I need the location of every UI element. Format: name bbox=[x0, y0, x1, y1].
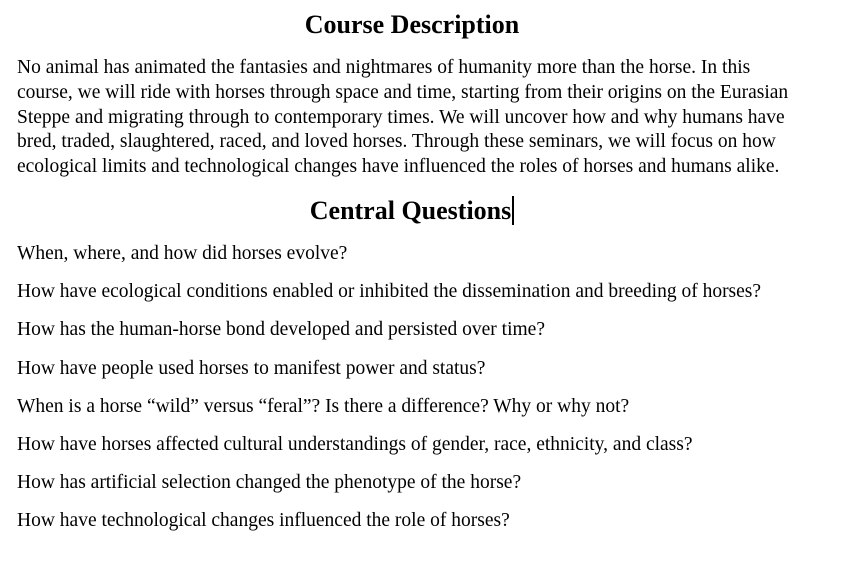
question-item[interactable]: How have ecological conditions enabled or inhibited the dissemination and breeding of horses? bbox=[17, 281, 762, 303]
question-item[interactable]: How have technological changes influenced the role of horses? bbox=[17, 510, 510, 532]
document-page[interactable] bbox=[17, 0, 807, 547]
question-item[interactable]: How has artificial selection changed the phenotype of the horse? bbox=[17, 472, 522, 494]
central-questions-heading[interactable] bbox=[17, 196, 807, 226]
central-questions-heading-text: Central Questions bbox=[309, 195, 512, 225]
question-item[interactable]: How has the human-horse bond developed and persisted over time? bbox=[17, 319, 545, 341]
question-item[interactable]: When, where, and how did horses evolve? bbox=[17, 242, 348, 264]
course-description-heading: Course Description bbox=[304, 10, 520, 39]
question-item[interactable]: How have horses affected cultural understandings of gender, race, ethnicity, and class? bbox=[17, 433, 693, 455]
question-item[interactable]: How have people used horses to manifest power and status? bbox=[17, 357, 486, 379]
course-description-paragraph[interactable]: No animal has animated the fantasies and nightmares of humanity more than the horse. In this course, we will ride with horses through space and time, starting from their origins on the Eurasian Steppe and migrating through to contemporary times. We will uncover how and why humans have bred, traded, slaughtered, raced, and loved horses. Through these seminars, we will focus on how ecological limits and technological changes have influenced the roles of horses and humans alike. bbox=[17, 57, 789, 178]
text-cursor bbox=[512, 196, 514, 225]
question-item[interactable]: When is a horse “wild” versus “feral”? Is there a difference? Why or why not? bbox=[17, 395, 630, 417]
central-questions-list bbox=[17, 242, 807, 533]
